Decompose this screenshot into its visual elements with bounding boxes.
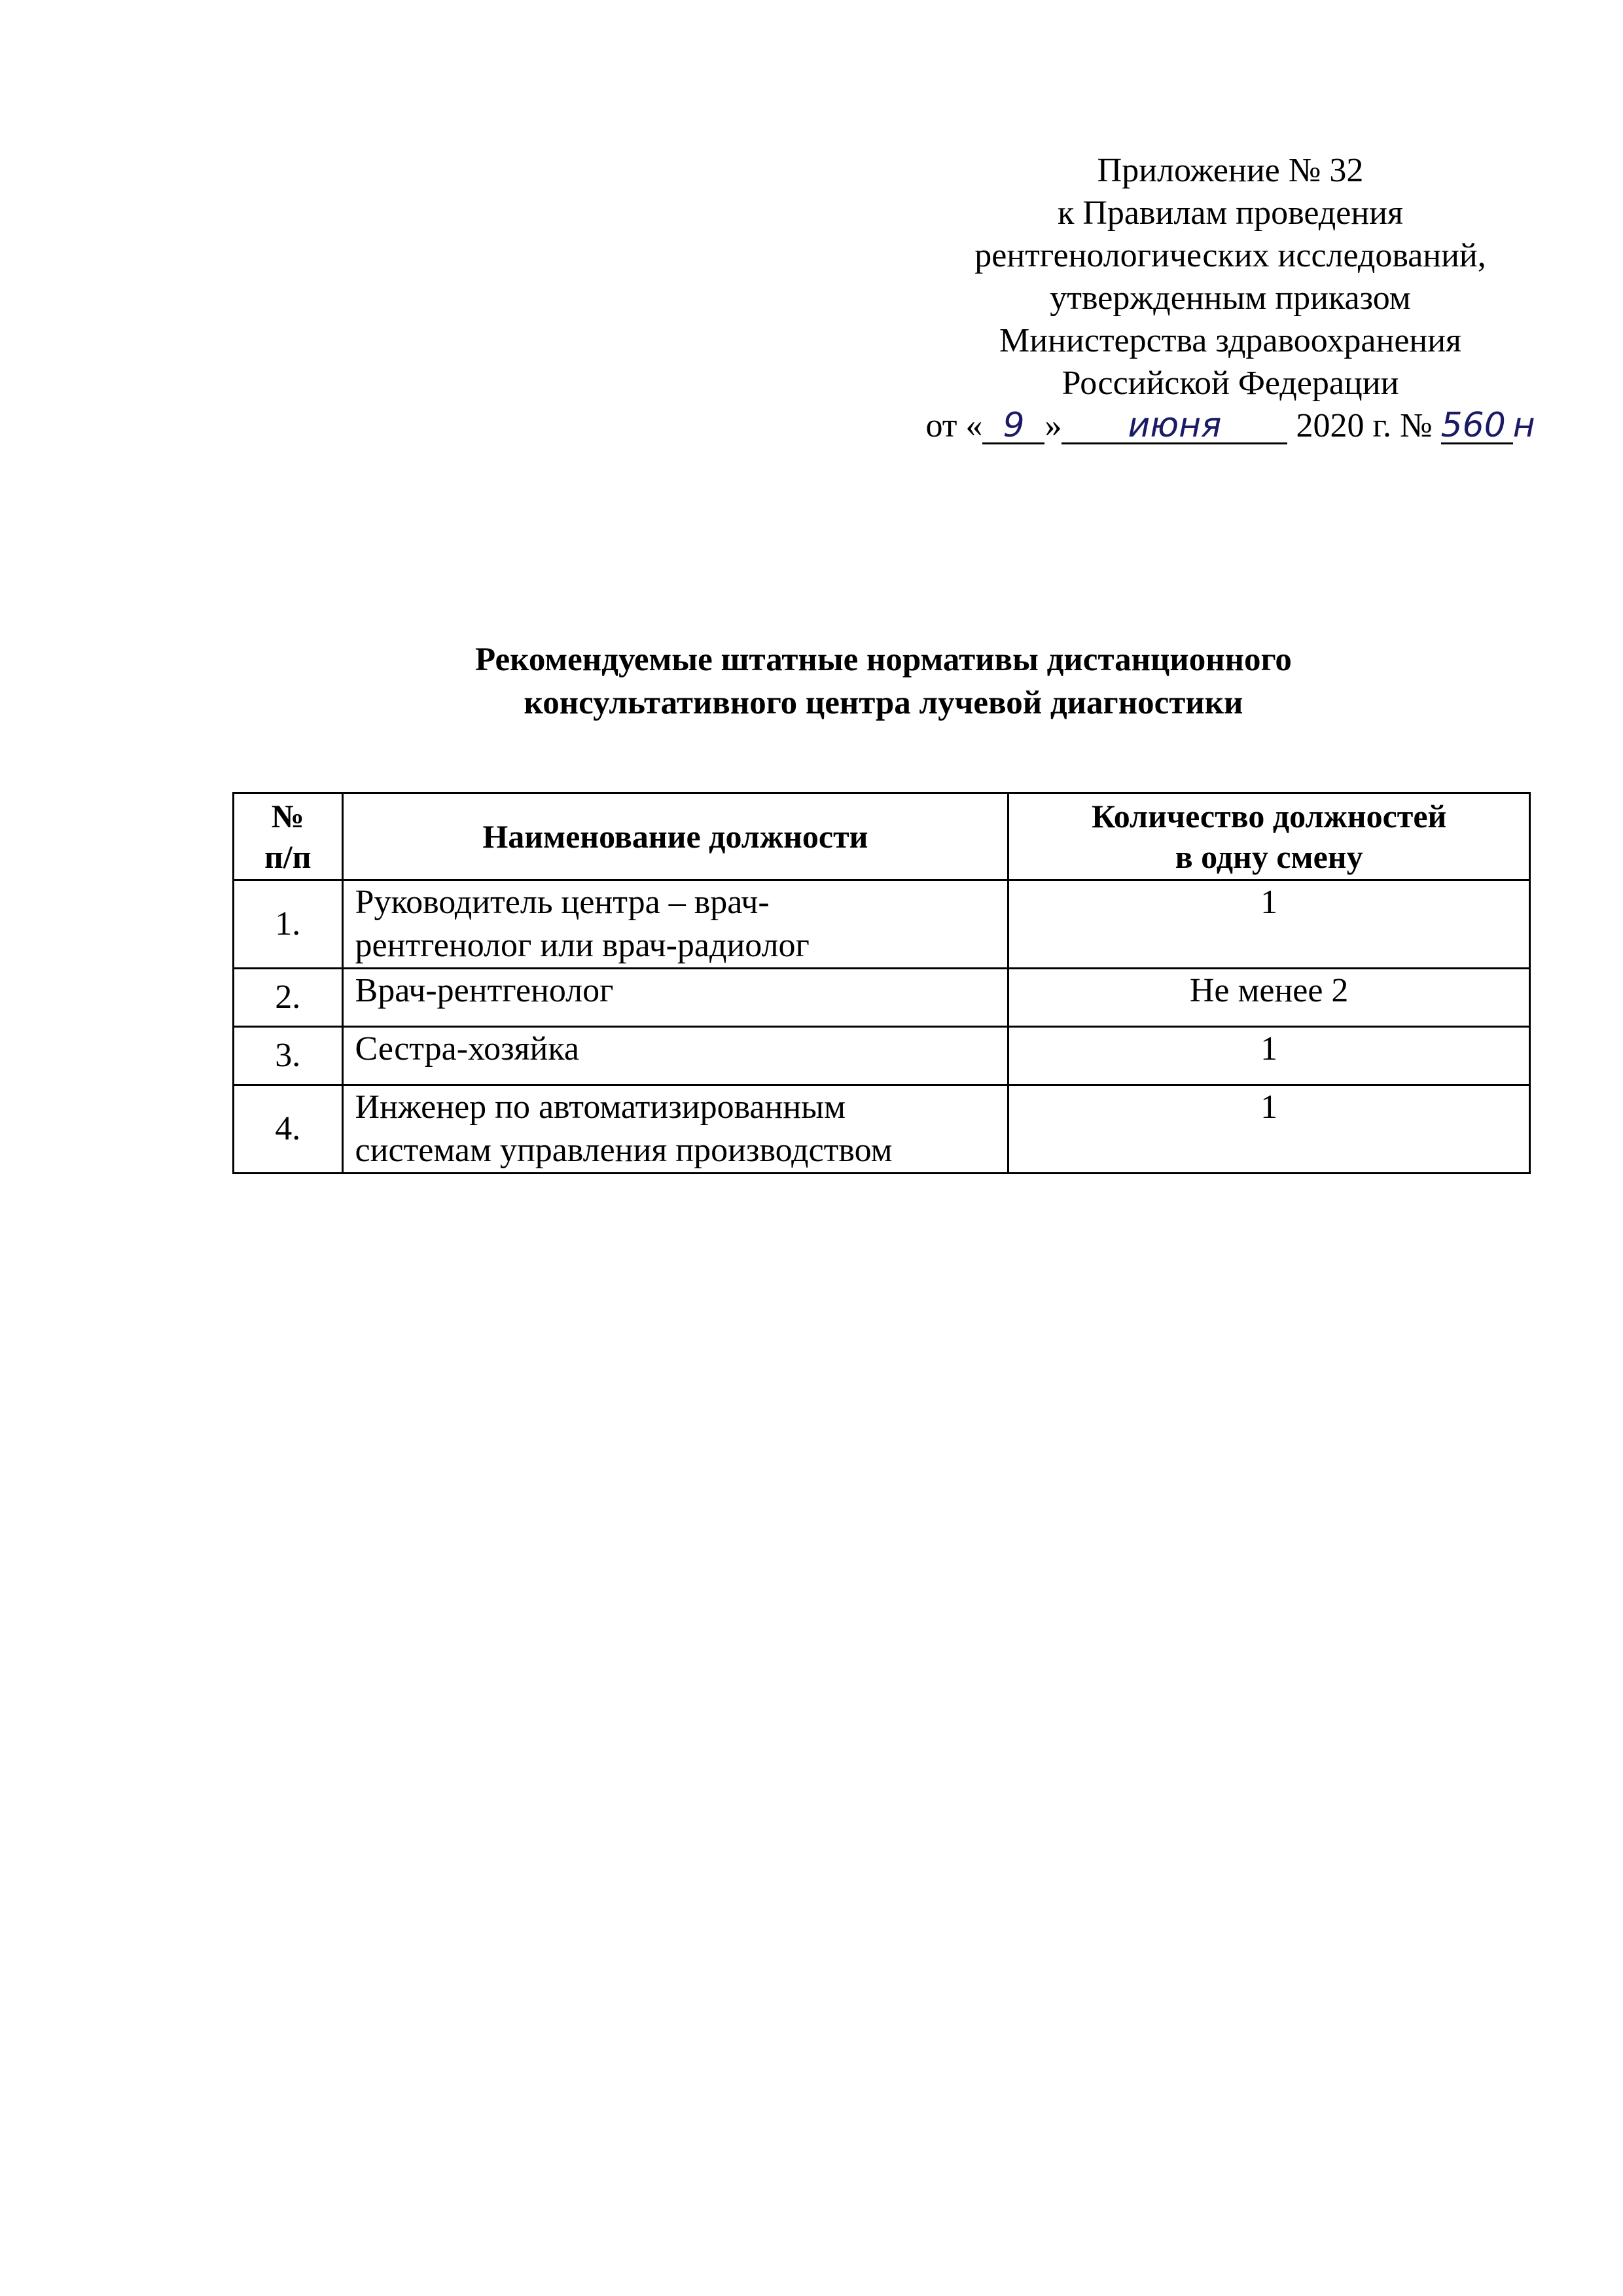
- title-line-2: консультативного центра лучевой диагностики: [524, 685, 1243, 721]
- date-mid: »: [1044, 407, 1062, 444]
- handwritten-day: 9: [982, 408, 1044, 444]
- row-number: 2.: [234, 969, 343, 1027]
- row-quantity: 1: [1008, 1027, 1530, 1085]
- appendix-studies: рентгенологических исследований,: [974, 237, 1486, 274]
- header-number: [234, 793, 343, 880]
- row-position-line-1: Руководитель центра – врач-: [355, 884, 770, 921]
- appendix-federation: Российской Федерации: [1061, 365, 1399, 402]
- appendix-rules: к Правилам проведения: [1058, 194, 1403, 232]
- table-header-row: [234, 793, 1530, 880]
- table-row: [234, 880, 1530, 969]
- handwritten-order-suffix: н: [1512, 406, 1535, 445]
- table-row: [234, 1085, 1530, 1174]
- row-position: Врач-рентгенолог: [342, 969, 1008, 1027]
- appendix-header: [844, 149, 1616, 447]
- row-position: Сестра-хозяйка: [342, 1027, 1008, 1085]
- header-quantity-line-2: в одну смену: [1175, 838, 1363, 875]
- appendix-ministry: Министерства здравоохранения: [999, 322, 1461, 359]
- handwritten-order-number: 560: [1441, 408, 1513, 444]
- header-quantity: [1008, 793, 1530, 880]
- row-quantity: Не менее 2: [1008, 969, 1530, 1027]
- row-position-line-2: системам управления производством: [355, 1132, 893, 1169]
- row-position: [342, 880, 1008, 969]
- row-position: [342, 1085, 1008, 1174]
- table-row: [234, 969, 1530, 1027]
- row-quantity: 1: [1008, 880, 1530, 969]
- row-quantity: 1: [1008, 1085, 1530, 1174]
- row-position-line-1: Инженер по автоматизированным: [355, 1088, 846, 1126]
- order-date-line: [844, 404, 1616, 447]
- row-position-line-2: рентгенолог или врач-радиолог: [355, 927, 810, 964]
- date-year: 2020 г. №: [1296, 407, 1433, 444]
- header-number-sign: №: [271, 798, 304, 834]
- header-position-name: Наименование должности: [342, 793, 1008, 880]
- handwritten-month: июня: [1061, 408, 1287, 444]
- header-number-label: п/п: [264, 838, 312, 875]
- row-number: 4.: [234, 1085, 343, 1174]
- date-prefix: от «: [925, 407, 983, 444]
- table-row: [234, 1027, 1530, 1085]
- header-quantity-line-1: Количество должностей: [1091, 798, 1447, 834]
- staffing-table: [232, 792, 1531, 1174]
- row-number: 1.: [234, 880, 343, 969]
- appendix-approved: утвержденным приказом: [1050, 279, 1411, 317]
- row-number: 3.: [234, 1027, 343, 1085]
- document-title: [232, 638, 1535, 725]
- title-line-1: Рекомендуемые штатные нормативы дистанционного: [475, 641, 1292, 678]
- appendix-number: Приложение № 32: [1097, 152, 1364, 189]
